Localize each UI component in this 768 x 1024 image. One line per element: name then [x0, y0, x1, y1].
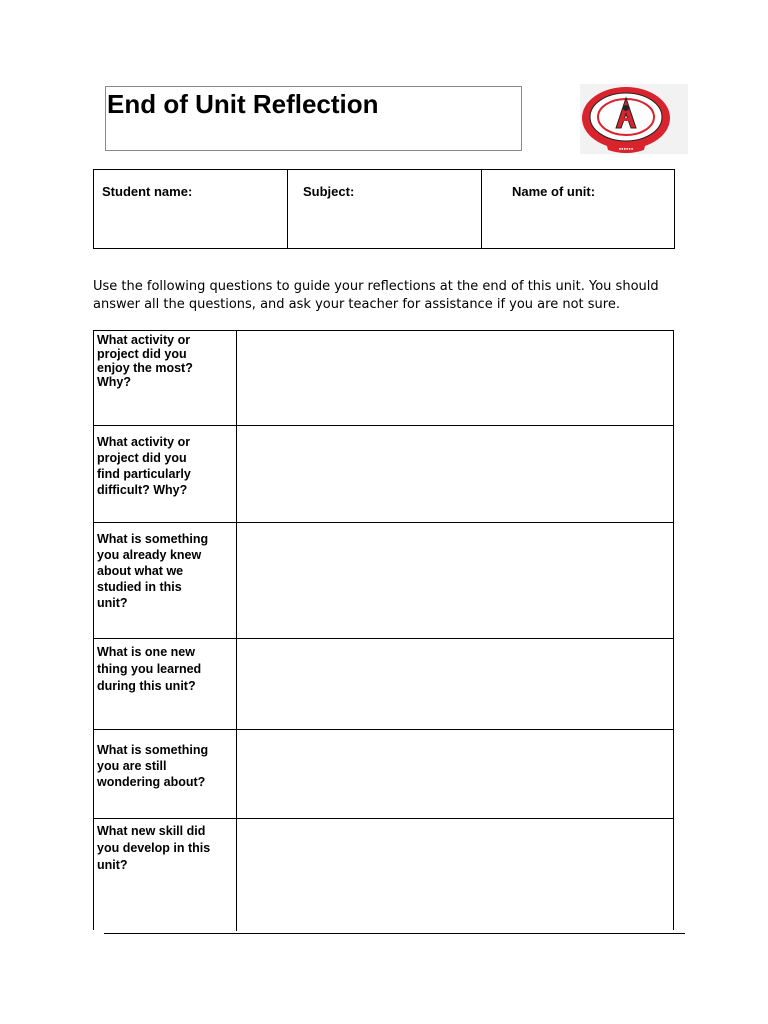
reflection-questions-table	[93, 330, 674, 930]
student-name-field[interactable]	[94, 170, 288, 248]
school-crest-logo	[580, 84, 688, 154]
question-label: What is something you already knew about what we studied in this unit?	[94, 523, 237, 638]
question-label: What new skill did you develop in this unit?	[94, 819, 237, 931]
question-label: What is something you are still wondering about?	[94, 730, 237, 818]
instructions-text: Use the following questions to guide your reflections at the end of this unit. You should answer all the questions, and ask your teacher for assistance if you are not sure.	[93, 279, 659, 312]
title-box	[105, 86, 522, 151]
subject-field[interactable]	[288, 170, 482, 248]
table-row	[94, 523, 673, 639]
table-row	[94, 331, 673, 426]
answer-field[interactable]	[237, 426, 673, 522]
page-title: End of Unit Reflection	[107, 89, 379, 119]
table-row	[94, 639, 673, 730]
student-info-table	[93, 169, 675, 249]
question-label: What is one new thing you learned during this unit?	[94, 639, 237, 729]
question-label: What activity or project did you enjoy the most? Why?	[94, 331, 237, 425]
table-row	[94, 819, 673, 931]
subject-label: Subject:	[303, 184, 355, 199]
answer-field[interactable]	[237, 331, 673, 425]
student-name-label: Student name:	[102, 184, 193, 199]
table-row	[94, 426, 673, 523]
unit-name-label: Name of unit:	[512, 184, 596, 199]
answer-field[interactable]	[237, 523, 673, 638]
svg-text:●●●●●●: ●●●●●●	[618, 146, 634, 151]
table-row	[94, 730, 673, 819]
answer-field[interactable]	[237, 819, 673, 931]
unit-name-field[interactable]	[482, 170, 674, 248]
question-label: What activity or project did you find particularly difficult? Why?	[94, 426, 237, 522]
bottom-divider	[104, 933, 685, 934]
answer-field[interactable]	[237, 730, 673, 818]
answer-field[interactable]	[237, 639, 673, 729]
